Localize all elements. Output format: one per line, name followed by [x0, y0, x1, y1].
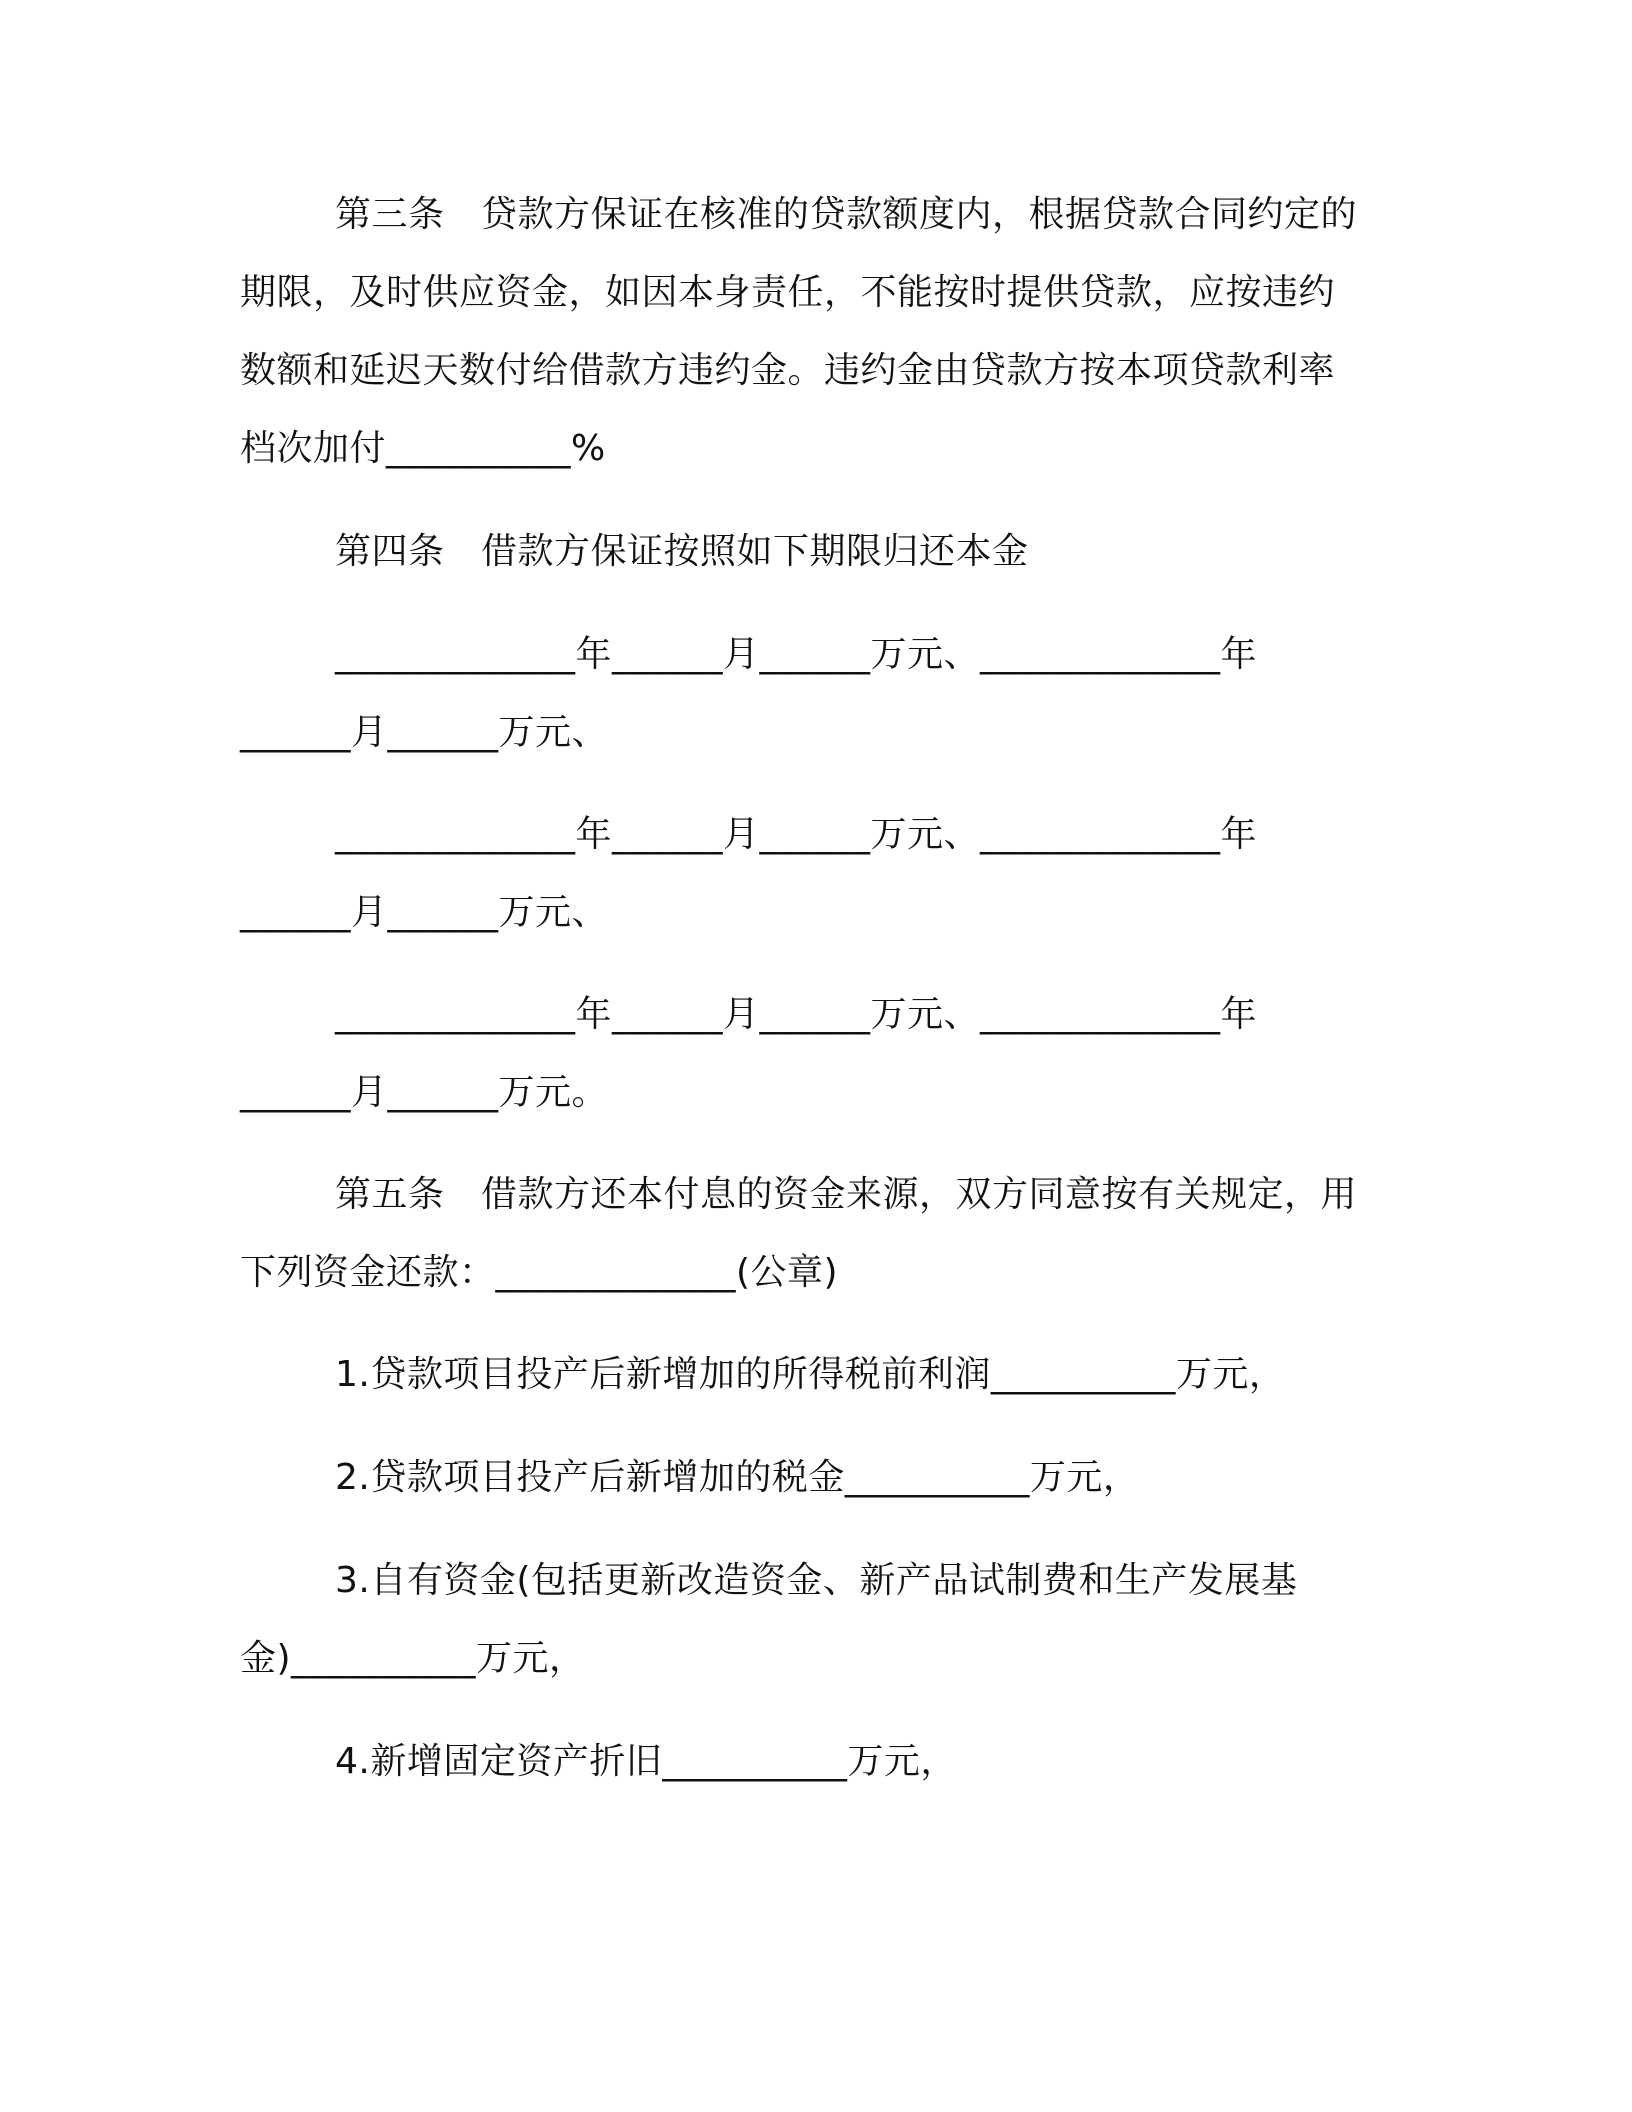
repayment-row-1-line-2: ______月______万元、 — [240, 712, 609, 753]
article-3-line-2: 期限，及时供应资金，如因本身责任，不能按时提供贷款，应按违约 — [240, 272, 1336, 313]
funding-item-3-line-1: 3.自有资金(包括更新改造资金、新产品试制费和生产发展基 — [335, 1560, 1298, 1601]
article-5-line-1: 第五条 借款方还本付息的资金来源，双方同意按有关规定，用 — [335, 1174, 1358, 1215]
article-3-line-4: 档次加付__________% — [240, 428, 606, 469]
repayment-row-1-line-1: _____________年______月______万元、_____________年 — [335, 634, 1258, 675]
repayment-row-3-line-1: _____________年______月______万元、_____________年 — [335, 994, 1258, 1035]
funding-item-1: 1.贷款项目投产后新增加的所得税前利润__________万元， — [335, 1354, 1286, 1395]
funding-item-3-line-2: 金)__________万元， — [240, 1638, 586, 1679]
article-4-heading: 第四条 借款方保证按照如下期限归还本金 — [335, 531, 1029, 572]
article-3-line-1: 第三条 贷款方保证在核准的贷款额度内，根据贷款合同约定的 — [335, 194, 1358, 235]
funding-item-4: 4.新增固定资产折旧__________万元， — [335, 1741, 957, 1782]
article-3-line-3: 数额和延迟天数付给借款方违约金。违约金由贷款方按本项贷款利率 — [240, 350, 1336, 391]
repayment-row-3-line-2: ______月______万元。 — [240, 1072, 609, 1113]
article-5-line-2: 下列资金还款：_____________(公章) — [240, 1252, 839, 1293]
repayment-row-2-line-1: _____________年______月______万元、_____________年 — [335, 814, 1258, 855]
repayment-row-2-line-2: ______月______万元、 — [240, 892, 609, 933]
funding-item-2: 2.贷款项目投产后新增加的税金__________万元， — [335, 1457, 1140, 1498]
